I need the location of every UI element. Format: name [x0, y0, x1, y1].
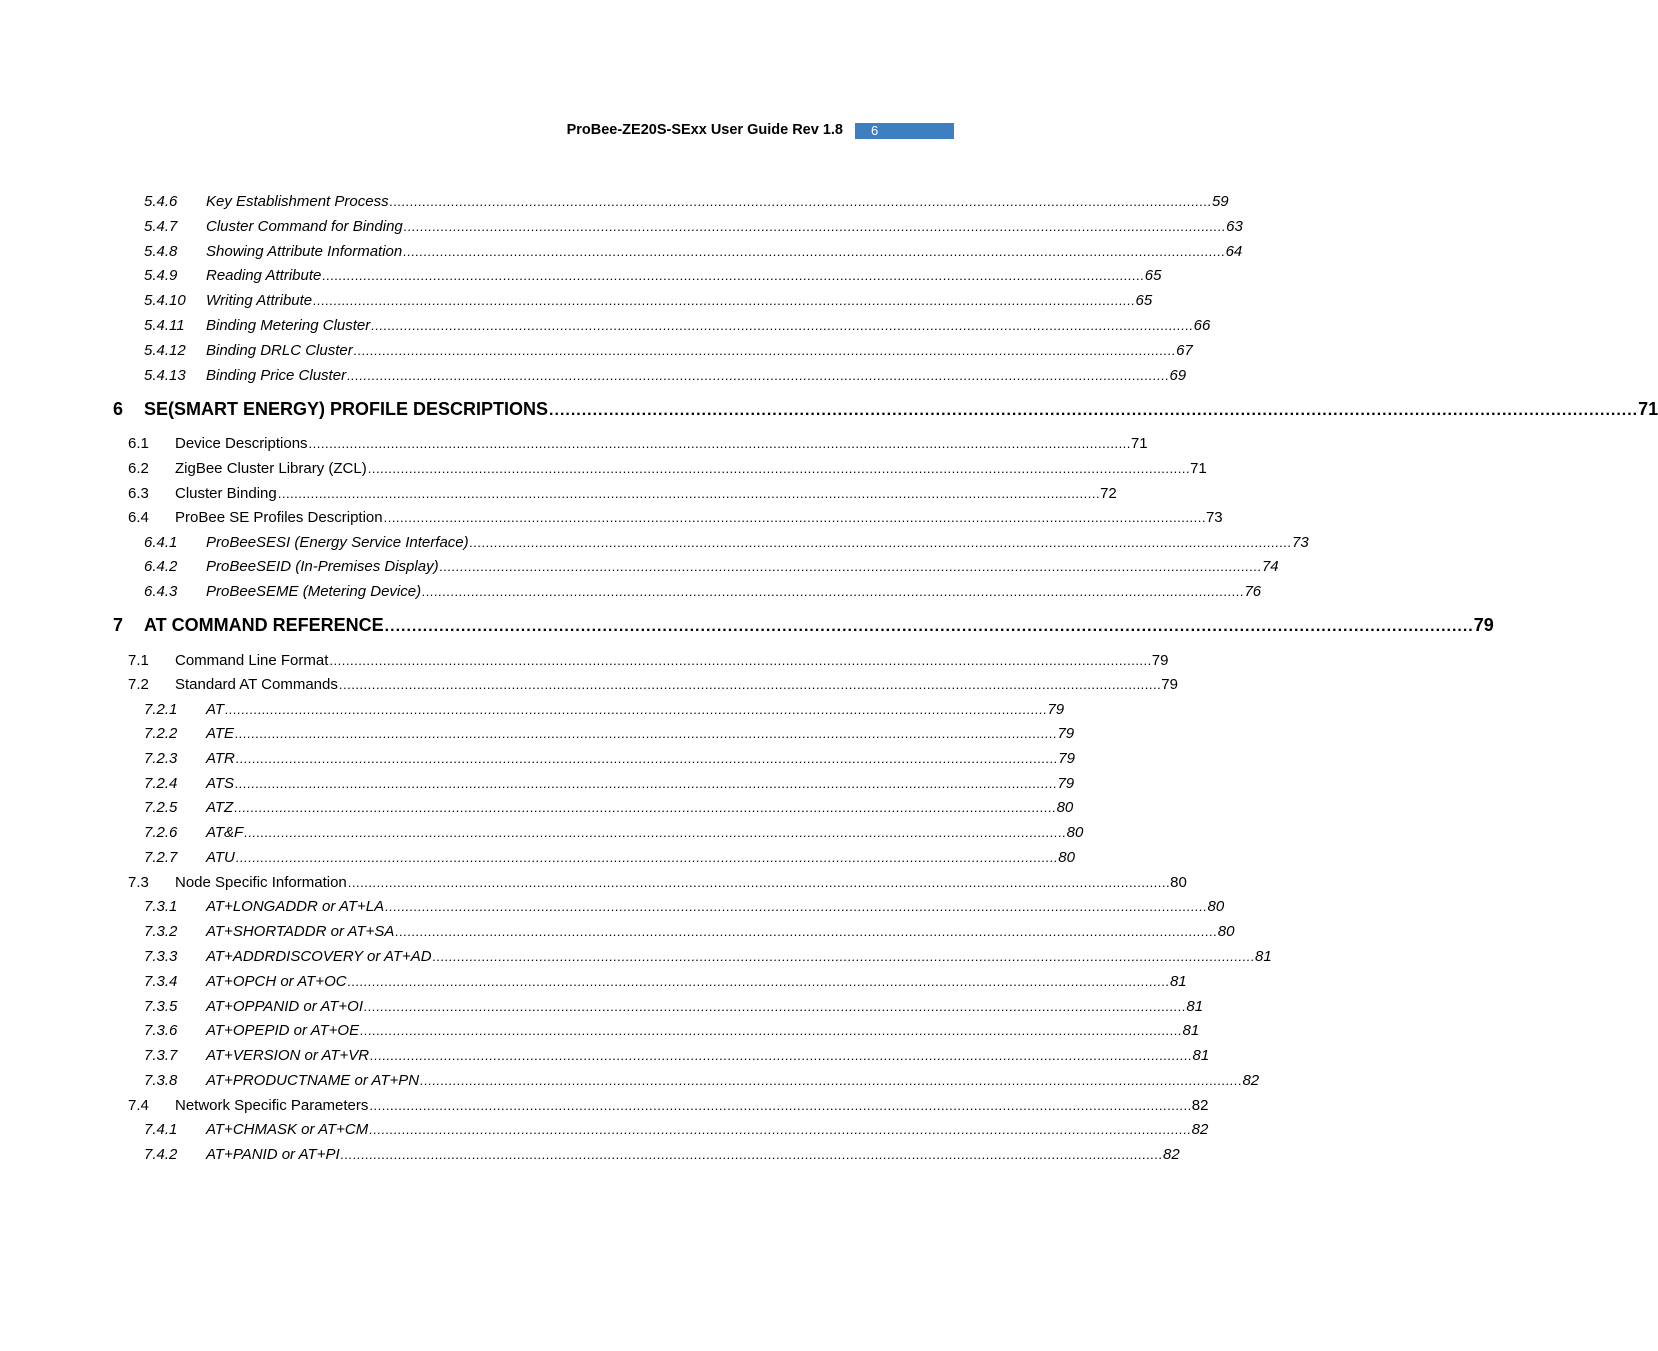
- toc-entry[interactable]: [0, 458, 1207, 480]
- toc-entry[interactable]: [0, 971, 1187, 993]
- toc-dot-leader: ........................................................................................................................................................................................................: [370, 1048, 1193, 1063]
- toc-dot-leader: ........................................................................................................................................................................................................: [235, 776, 1058, 791]
- toc-entry-line: [206, 265, 1162, 287]
- toc-entry-number: 6.4.1: [144, 534, 178, 551]
- toc-entry-page: 81: [1192, 1045, 1209, 1067]
- toc-entry-number: 6.4.2: [144, 558, 178, 575]
- toc-entry-page: 71: [1131, 433, 1148, 455]
- toc-entry-page: 80: [1067, 822, 1084, 844]
- toc-entry-line: [206, 365, 1187, 387]
- toc-entry-title: AT+OPCH or AT+OC: [206, 971, 348, 993]
- toc-entry-page: 80: [1057, 797, 1074, 819]
- toc-dot-leader: ........................................................................................................................................................................................................: [367, 461, 1191, 476]
- toc-dot-leader: ........................................................................................................................................................................................................: [347, 974, 1170, 989]
- toc-dot-leader: ........................................................................................................................................................................................................: [385, 899, 1208, 914]
- toc-dot-leader: ........................................................................................................................................................................................................: [353, 343, 1177, 358]
- toc-entry-title: Node Specific Information: [175, 872, 348, 894]
- toc-entry-title: Showing Attribute Information: [206, 241, 403, 263]
- toc-entry-line: [206, 191, 1229, 213]
- toc-dot-leader: ........................................................................................................................................................................................................: [313, 293, 1136, 308]
- toc-entry-title: AT+OPPANID or AT+OI: [206, 996, 364, 1018]
- toc-entry-page: 82: [1192, 1119, 1209, 1141]
- toc-entry[interactable]: [0, 996, 1204, 1018]
- toc-entry-title: ProBee SE Profiles Description: [175, 507, 384, 529]
- toc-entry-line: [206, 971, 1187, 993]
- toc-entry-title: Reading Attribute: [206, 265, 322, 287]
- toc-dot-leader: ........................................................................................................................................................................................................: [234, 800, 1057, 815]
- toc-entry-page: 80: [1207, 896, 1224, 918]
- toc-entry-number: 7.3.3: [144, 948, 178, 965]
- toc-entry[interactable]: [0, 748, 1075, 770]
- toc-entry-title: AT&F: [206, 822, 244, 844]
- toc-entry-page: 81: [1182, 1020, 1199, 1042]
- toc-dot-leader: ........................................................................................................................................................................................................: [277, 486, 1101, 501]
- toc-entry[interactable]: [0, 674, 1178, 696]
- toc-entry-line: [206, 797, 1074, 819]
- toc-dot-leader: ........................................................................................................................................................................................................: [225, 702, 1048, 717]
- toc-entry-line: [206, 1070, 1260, 1092]
- toc-entry-number: 5.4.10: [144, 292, 186, 309]
- toc-entry-number: 5.4.8: [144, 243, 178, 260]
- toc-entry-line: [206, 921, 1235, 943]
- toc-entry-title: Cluster Binding: [175, 483, 278, 505]
- toc-dot-leader: ........................................................................................................................................................................................................: [308, 436, 1131, 451]
- toc-entry-line: [206, 532, 1309, 554]
- toc-dot-leader: ........................................................................................................................................................................................................: [347, 875, 1171, 890]
- toc-entry-number: 7.3.8: [144, 1072, 178, 1089]
- toc-entry-line: [175, 433, 1148, 455]
- toc-entry-number: 7.3: [128, 874, 149, 891]
- toc-entry-line: [206, 1119, 1209, 1141]
- toc-entry[interactable]: [0, 556, 1279, 578]
- toc-entry-page: 69: [1169, 365, 1186, 387]
- toc-entry-title: Network Specific Parameters: [175, 1095, 369, 1117]
- toc-entry-number: 7.3.7: [144, 1047, 178, 1064]
- toc-entry[interactable]: [0, 699, 1065, 721]
- toc-entry-title: Standard AT Commands: [175, 674, 339, 696]
- toc-entry-line: [206, 290, 1153, 312]
- toc-entry-number: 5.4.6: [144, 193, 178, 210]
- toc-entry-line: [144, 396, 1658, 424]
- toc-entry[interactable]: [0, 290, 1153, 312]
- toc-entry-line: [206, 241, 1243, 263]
- toc-entry-number: 5.4.12: [144, 342, 186, 359]
- toc-entry-page: 76: [1244, 581, 1261, 603]
- toc-entry-page: 79: [1047, 699, 1064, 721]
- toc-entry-page: 81: [1170, 971, 1187, 993]
- toc-entry-number: 7.2.3: [144, 750, 178, 767]
- toc-entry-title: ATZ: [206, 797, 234, 819]
- toc-dot-leader: ........................................................................................................................................................................................................: [439, 559, 1262, 574]
- toc-dot-leader: ........................................................................................................................................................................................................: [549, 402, 1639, 419]
- toc-entry[interactable]: [0, 872, 1187, 894]
- toc-entry-title: ProBeeSEID (In-Premises Display): [206, 556, 440, 578]
- toc-entry-page: 74: [1262, 556, 1279, 578]
- toc-entry-line: [206, 946, 1272, 968]
- toc-entry-line: [206, 1144, 1180, 1166]
- toc-entry[interactable]: [0, 1119, 1209, 1141]
- toc-dot-leader: ........................................................................................................................................................................................................: [420, 1073, 1243, 1088]
- toc-entry-page: 80: [1218, 921, 1235, 943]
- toc-dot-leader: ........................................................................................................................................................................................................: [389, 194, 1212, 209]
- toc-entry-page: 67: [1176, 340, 1193, 362]
- toc-dot-leader: ........................................................................................................................................................................................................: [383, 510, 1206, 525]
- toc-entry-title: AT+LONGADDR or AT+LA: [206, 896, 385, 918]
- toc-entry[interactable]: [0, 723, 1075, 745]
- toc-entry-page: 82: [1242, 1070, 1259, 1092]
- toc-entry-page: 66: [1194, 315, 1211, 337]
- toc-entry[interactable]: [0, 365, 1187, 387]
- toc-entry-line: [175, 872, 1187, 894]
- toc-chapter-entry[interactable]: [0, 396, 1658, 422]
- toc-dot-leader: ........................................................................................................................................................................................................: [235, 751, 1059, 766]
- toc-entry-number: 7.2.5: [144, 799, 178, 816]
- toc-entry-page: 81: [1255, 946, 1272, 968]
- toc-dot-leader: ........................................................................................................................................................................................................: [329, 653, 1152, 668]
- toc-entry[interactable]: [0, 921, 1235, 943]
- toc-entry-title: ATU: [206, 847, 236, 869]
- toc-entry[interactable]: [0, 1144, 1180, 1166]
- toc-entry[interactable]: [0, 822, 1084, 844]
- toc-entry-number: 6.3: [128, 485, 149, 502]
- toc-entry-page: 79: [1057, 723, 1074, 745]
- toc-entry[interactable]: [0, 315, 1211, 337]
- toc-entry-line: [175, 1095, 1209, 1117]
- toc-entry-number: 7.4.2: [144, 1146, 178, 1163]
- toc-dot-leader: ........................................................................................................................................................................................................: [235, 726, 1058, 741]
- toc-entry-title: Binding Metering Cluster: [206, 315, 371, 337]
- toc-entry-title: ProBeeSESI (Energy Service Interface): [206, 532, 470, 554]
- toc-entry-number: 7.3.1: [144, 898, 178, 915]
- toc-entry[interactable]: [0, 507, 1223, 529]
- toc-entry[interactable]: [0, 241, 1243, 263]
- toc-dot-leader: ........................................................................................................................................................................................................: [363, 999, 1187, 1014]
- toc-entry-number: 6: [113, 399, 124, 419]
- toc-entry-title: ZigBee Cluster Library (ZCL): [175, 458, 368, 480]
- toc-entry[interactable]: [0, 265, 1162, 287]
- toc-dot-leader: ........................................................................................................................................................................................................: [432, 949, 1255, 964]
- toc-entry-page: 64: [1226, 241, 1243, 263]
- toc-dot-leader: ........................................................................................................................................................................................................: [369, 1122, 1192, 1137]
- toc-entry-number: 7.3.4: [144, 973, 178, 990]
- toc-entry-line: [206, 315, 1211, 337]
- toc-entry-number: 7.2.7: [144, 849, 178, 866]
- toc-entry[interactable]: [0, 532, 1309, 554]
- toc-entry-title: AT+PRODUCTNAME or AT+PN: [206, 1070, 420, 1092]
- toc-entry-number: 5.4.13: [144, 367, 186, 384]
- page-header: [0, 121, 954, 141]
- toc-entry-page: 79: [1161, 674, 1178, 696]
- toc-entry[interactable]: [0, 433, 1148, 455]
- toc-entry-number: 7.4: [128, 1097, 149, 1114]
- toc-entry-line: [144, 612, 1494, 640]
- toc-entry-title: Command Line Format: [175, 650, 329, 672]
- toc-entry-line: [206, 847, 1075, 869]
- toc-entry-number: 7.2.2: [144, 725, 178, 742]
- toc-entry-line: [206, 216, 1243, 238]
- toc-entry-line: [206, 896, 1225, 918]
- toc-entry-title: AT+PANID or AT+PI: [206, 1144, 341, 1166]
- toc-entry[interactable]: [0, 191, 1229, 213]
- toc-entry-title: ProBeeSEME (Metering Device): [206, 581, 422, 603]
- toc-entry-page: 59: [1212, 191, 1229, 213]
- toc-entry-page: 65: [1145, 265, 1162, 287]
- toc-dot-leader: ........................................................................................................................................................................................................: [384, 618, 1474, 635]
- toc-entry-line: [206, 340, 1193, 362]
- toc-entry-title: AT COMMAND REFERENCE: [144, 612, 385, 638]
- toc-entry-title: Writing Attribute: [206, 290, 313, 312]
- toc-entry-line: [206, 773, 1075, 795]
- toc-dot-leader: ........................................................................................................................................................................................................: [422, 584, 1245, 599]
- toc-entry-number: 7.4.1: [144, 1121, 178, 1138]
- toc-entry-number: 7.3.6: [144, 1022, 178, 1039]
- toc-entry[interactable]: [0, 340, 1193, 362]
- toc-entry-page: 63: [1226, 216, 1243, 238]
- toc-entry-line: [175, 483, 1117, 505]
- toc-entry[interactable]: [0, 1095, 1209, 1117]
- document-title: ProBee-ZE20S-SExx User Guide Rev 1.8: [566, 122, 843, 138]
- toc-entry[interactable]: [0, 773, 1075, 795]
- toc-dot-leader: ........................................................................................................................................................................................................: [469, 535, 1292, 550]
- toc-entry-title: SE(SMART ENERGY) PROFILE DESCRIPTIONS: [144, 396, 549, 422]
- toc-entry-line: [206, 699, 1065, 721]
- toc-entry-line: [206, 723, 1075, 745]
- toc-entry-page: 82: [1163, 1144, 1180, 1166]
- toc-entry-line: [206, 556, 1279, 578]
- toc-entry-title: AT: [206, 699, 225, 721]
- toc-entry-page: 65: [1136, 290, 1153, 312]
- toc-entry[interactable]: [0, 581, 1262, 603]
- toc-entry-page: 73: [1292, 532, 1309, 554]
- toc-entry-page: 81: [1186, 996, 1203, 1018]
- toc-entry-number: 5.4.7: [144, 218, 178, 235]
- toc-entry-title: Cluster Command for Binding: [206, 216, 404, 238]
- toc-entry[interactable]: [0, 1070, 1260, 1092]
- toc-entry-number: 6.4: [128, 509, 149, 526]
- toc-entry[interactable]: [0, 483, 1117, 505]
- toc-entry-page: 80: [1058, 847, 1075, 869]
- toc-entry-number: 5.4.11: [144, 317, 185, 334]
- toc-entry-title: AT+OPEPID or AT+OE: [206, 1020, 360, 1042]
- toc-entry-title: ATE: [206, 723, 235, 745]
- toc-entry[interactable]: [0, 797, 1074, 819]
- toc-entry-number: 6.2: [128, 460, 149, 477]
- toc-entry[interactable]: [0, 216, 1243, 238]
- toc-entry-title: Binding Price Cluster: [206, 365, 347, 387]
- toc-entry-title: AT+VERSION or AT+VR: [206, 1045, 370, 1067]
- toc-entry-title: ATR: [206, 748, 236, 770]
- toc-entry-number: 7.3.5: [144, 998, 178, 1015]
- toc-entry[interactable]: [0, 1045, 1210, 1067]
- toc-entry-title: Key Establishment Process: [206, 191, 390, 213]
- toc-entry-line: [206, 581, 1262, 603]
- toc-entry-page: 79: [1058, 748, 1075, 770]
- toc-entry-line: [175, 650, 1169, 672]
- toc-entry-line: [206, 1045, 1210, 1067]
- toc-entry-number: 7.2.6: [144, 824, 178, 841]
- toc-entry-number: 6.4.3: [144, 583, 178, 600]
- toc-entry-line: [206, 996, 1204, 1018]
- toc-dot-leader: ........................................................................................................................................................................................................: [322, 268, 1145, 283]
- toc-entry-page: 82: [1192, 1095, 1209, 1117]
- toc-entry-page: 79: [1474, 612, 1494, 638]
- toc-entry[interactable]: [0, 896, 1225, 918]
- toc-dot-leader: ........................................................................................................................................................................................................: [395, 924, 1218, 939]
- toc-entry-title: AT+SHORTADDR or AT+SA: [206, 921, 395, 943]
- toc-entry-page: 72: [1100, 483, 1117, 505]
- toc-entry-number: 7.2.1: [144, 701, 178, 718]
- toc-entry-line: [206, 748, 1075, 770]
- toc-entry-line: [206, 822, 1084, 844]
- toc-dot-leader: ........................................................................................................................................................................................................: [347, 368, 1170, 383]
- toc-entry-page: 71: [1190, 458, 1207, 480]
- toc-entry-number: 6.1: [128, 435, 149, 452]
- toc-entry-page: 73: [1206, 507, 1223, 529]
- page-number-badge: 6: [855, 123, 954, 139]
- toc-entry-number: 7.1: [128, 652, 149, 669]
- toc-dot-leader: ........................................................................................................................................................................................................: [338, 677, 1162, 692]
- toc-entry-title: AT+CHMASK or AT+CM: [206, 1119, 369, 1141]
- toc-entry[interactable]: [0, 847, 1075, 869]
- toc-dot-leader: ........................................................................................................................................................................................................: [371, 318, 1194, 333]
- toc-entry-number: 7.2: [128, 676, 149, 693]
- toc-entry-title: AT+ADDRDISCOVERY or AT+AD: [206, 946, 433, 968]
- toc-entry-title: Device Descriptions: [175, 433, 309, 455]
- toc-dot-leader: ........................................................................................................................................................................................................: [235, 850, 1059, 865]
- toc-entry-line: [206, 1020, 1200, 1042]
- toc-entry-page: 79: [1057, 773, 1074, 795]
- toc-dot-leader: ........................................................................................................................................................................................................: [403, 219, 1227, 234]
- toc-entry-line: [175, 674, 1178, 696]
- toc-entry-line: [175, 507, 1223, 529]
- toc-entry-title: ATS: [206, 773, 235, 795]
- toc-entry-page: 71: [1638, 396, 1658, 422]
- toc-dot-leader: ........................................................................................................................................................................................................: [369, 1098, 1192, 1113]
- toc-entry-number: 5.4.9: [144, 267, 178, 284]
- toc-entry-number: 7.3.2: [144, 923, 178, 940]
- toc-entry-number: 7: [113, 615, 124, 635]
- toc-entry-line: [175, 458, 1207, 480]
- toc-entry-number: 7.2.4: [144, 775, 178, 792]
- toc-entry-page: 80: [1170, 872, 1187, 894]
- toc-entry-page: 79: [1152, 650, 1169, 672]
- toc-dot-leader: ........................................................................................................................................................................................................: [360, 1023, 1183, 1038]
- toc-entry[interactable]: [0, 1020, 1200, 1042]
- toc-entry[interactable]: [0, 946, 1272, 968]
- toc-dot-leader: ........................................................................................................................................................................................................: [244, 825, 1067, 840]
- toc-entry[interactable]: [0, 650, 1169, 672]
- toc-entry-title: Binding DRLC Cluster: [206, 340, 354, 362]
- toc-dot-leader: ........................................................................................................................................................................................................: [340, 1147, 1164, 1162]
- toc-chapter-entry[interactable]: [0, 612, 1494, 638]
- toc-dot-leader: ........................................................................................................................................................................................................: [403, 244, 1226, 259]
